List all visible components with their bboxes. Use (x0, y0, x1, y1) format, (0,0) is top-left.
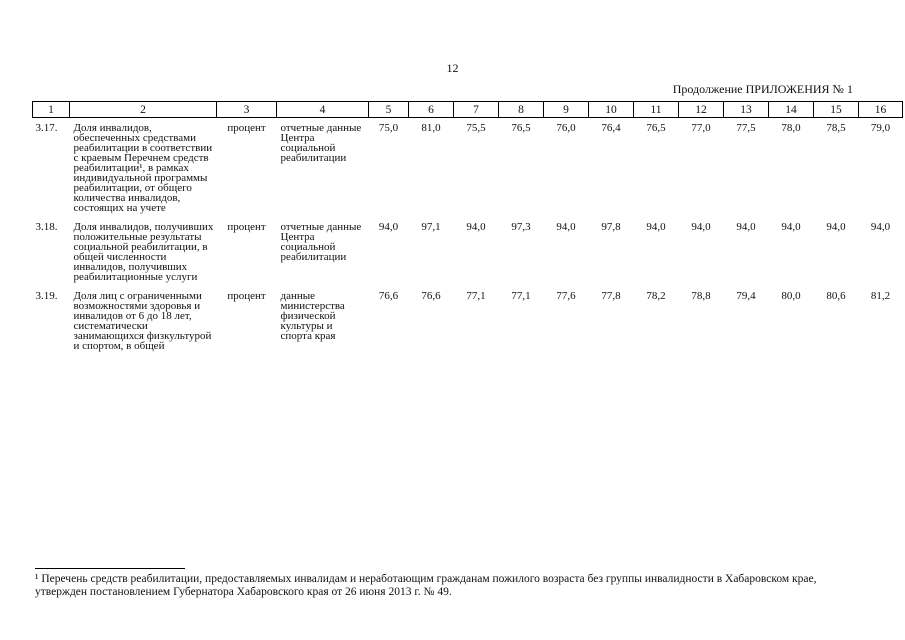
value-cell: 78,8 (691, 290, 711, 302)
value-cell: 77,0 (691, 122, 711, 134)
value-cell: 76,6 (421, 290, 441, 302)
header-cell-15: 15 (814, 102, 859, 118)
value-cell: 81,2 (870, 290, 891, 302)
value-cell: 94,0 (870, 221, 891, 233)
indicator-name: Доля лиц с ограниченными возможностями здоровья и инвалидов от 6 до 18 лет, систематически занимающихся физкультурой и спортом, в общей (73, 290, 212, 352)
table-row (33, 286, 903, 355)
value-cell: 80,6 (826, 290, 846, 302)
table-row (33, 217, 903, 286)
source-cell: отчетные данные Центра социальной реабилитации (280, 122, 362, 164)
value-cell: 77,6 (556, 290, 576, 302)
value-cell: 97,3 (511, 221, 531, 233)
value-cell: 97,1 (421, 221, 441, 233)
indicator-name: Доля инвалидов, обеспеченных средствами реабилитации в соответствии с краевым Перечнем средств реабилитации¹, в рамках индивидуальной программы реабилитации, от общего количества инвалидов, состоящих на учете (73, 122, 213, 214)
table-row (33, 118, 903, 218)
value-cell: 77,5 (736, 122, 756, 134)
header-cell-7: 7 (454, 102, 499, 118)
header-row (33, 102, 903, 118)
value-cell: 94,0 (646, 221, 666, 233)
value-cell: 76,5 (646, 122, 666, 134)
indicator-name: Доля инвалидов, получивших положительные результаты социальной реабилитации, в общей численности инвалидов, получивших реабилитационные услуги (73, 221, 214, 283)
footnote-divider (35, 568, 185, 569)
unit-cell: процент (227, 290, 266, 302)
value-cell: 78,5 (826, 122, 846, 134)
header-cell-5: 5 (369, 102, 409, 118)
header-cell-14: 14 (769, 102, 814, 118)
header-cell-8: 8 (499, 102, 544, 118)
value-cell: 76,4 (601, 122, 621, 134)
value-cell: 76,6 (378, 290, 399, 302)
value-cell: 94,0 (826, 221, 846, 233)
header-cell-2: 2 (70, 102, 217, 118)
value-cell: 81,0 (421, 122, 441, 134)
footnote: ¹ Перечень средств реабилитации, предоставляемых инвалидам и неработающим гражданам пожилого возраста без группы инвалидности в Хабаровском крае, утвержден постановлением Губернатора Хабаровского края от 26 июня 2013 г. № 49. (35, 573, 817, 598)
value-cell: 80,0 (781, 290, 801, 302)
value-cell: 97,8 (601, 221, 621, 233)
header-cell-10: 10 (589, 102, 634, 118)
value-cell: 94,0 (691, 221, 711, 233)
unit-cell: процент (227, 122, 266, 134)
header-cell-3: 3 (217, 102, 277, 118)
value-cell: 75,5 (466, 122, 486, 134)
header-cell-16: 16 (859, 102, 903, 118)
value-cell: 94,0 (466, 221, 486, 233)
appendix-continuation-title: Продолжение ПРИЛОЖЕНИЯ № 1 (672, 82, 853, 96)
row-number: 3.19. (35, 290, 58, 302)
value-cell: 79,4 (736, 290, 756, 302)
header-cell-4: 4 (277, 102, 369, 118)
value-cell: 78,0 (781, 122, 801, 134)
header-cell-6: 6 (409, 102, 454, 118)
row-number: 3.17. (35, 122, 58, 134)
header-cell-13: 13 (724, 102, 769, 118)
header-cell-12: 12 (679, 102, 724, 118)
value-cell: 77,1 (466, 290, 486, 302)
value-cell: 78,2 (646, 290, 666, 302)
source-cell: отчетные данные Центра социальной реабилитации (280, 221, 362, 263)
value-cell: 77,1 (511, 290, 531, 302)
row-number: 3.18. (35, 221, 58, 233)
header-cell-1: 1 (33, 102, 70, 118)
value-cell: 75,0 (378, 122, 399, 134)
header-cell-11: 11 (634, 102, 679, 118)
page-number: 12 (446, 61, 459, 75)
value-cell: 77,8 (601, 290, 621, 302)
value-cell: 94,0 (736, 221, 756, 233)
unit-cell: процент (227, 221, 266, 233)
indicators-table (32, 101, 903, 355)
source-cell: данные министерства физической культуры и спорта края (280, 290, 345, 342)
value-cell: 94,0 (781, 221, 801, 233)
value-cell: 79,0 (870, 122, 891, 134)
header-cell-9: 9 (544, 102, 589, 118)
value-cell: 94,0 (556, 221, 576, 233)
value-cell: 76,5 (511, 122, 531, 134)
value-cell: 76,0 (556, 122, 576, 134)
value-cell: 94,0 (378, 221, 399, 233)
